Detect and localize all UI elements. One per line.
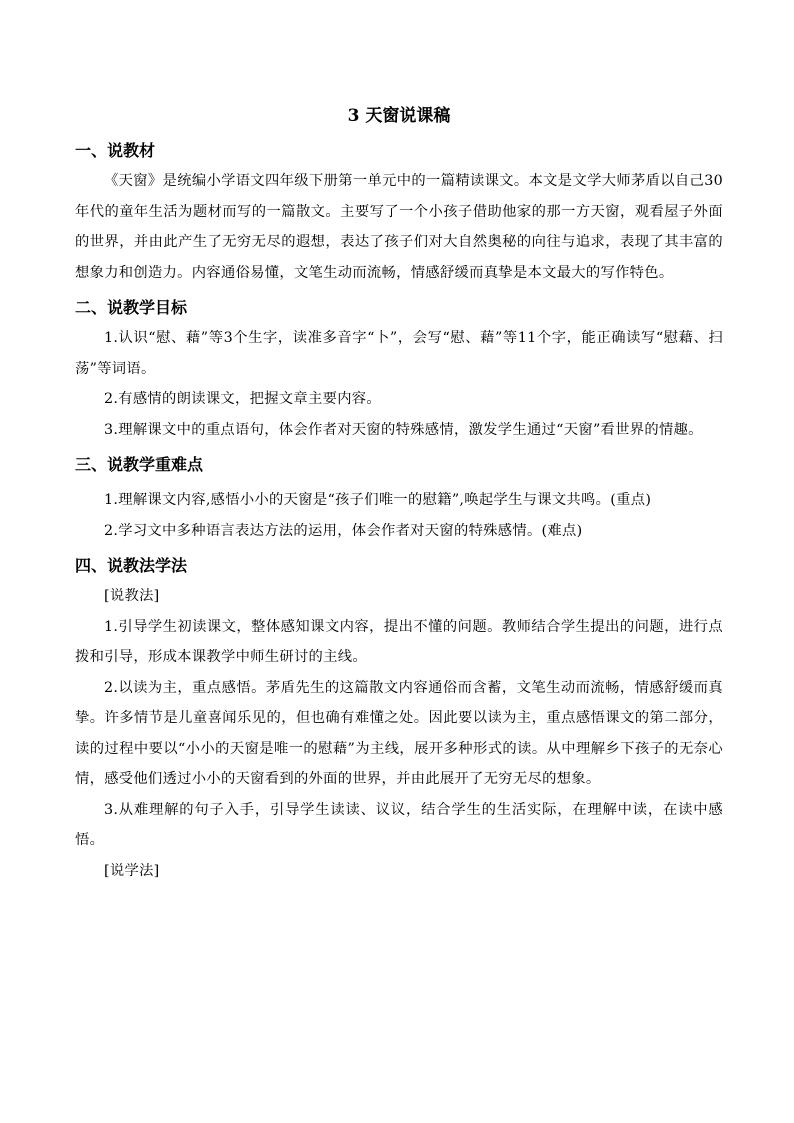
paragraph: 3.从难理解的句子入手，引导学生读读、议议，结合学生的生活实际，在理解中读，在读中感悟。 [75,801,723,848]
paragraph: 1.理解课文内容,感悟小小的天窗是“孩子们唯一的慰籍”,唤起学生与课文共鸣。(重点) [104,492,652,508]
document-page [75,100,723,886]
section-heading-key-points: 三、说教学重难点 [75,455,204,474]
paragraph: [说学法] [104,862,160,879]
paragraph: 3.理解课文中的重点语句，体会作者对天窗的特殊感情，激发学生通过“天窗”看世界的情趣。 [104,421,703,438]
section-heading-textbook: 一、说教材 [75,141,156,160]
paragraph: 2.以读为主，重点感悟。茅盾先生的这篇散文内容通俗而含蓄，文笔生动而流畅，情感舒缓而真挚。许多情节是儿童喜闻乐见的，但也确有难懂之处。因此要以读为主，重点感悟课文的第二部分，读的过程中要以“小小的天窗是唯一的慰藉”为主线，展开多种形式的读。从中理解乡下孩子的无奈心情，感受他们透过小小的天窗看到的外面的世界，并由此展开了无穷无尽的想象。 [75,679,723,787]
section-heading-methods: 四、说教法学法 [75,556,188,575]
paragraph: 2.学习文中多种语言表达方法的运用，体会作者对天窗的特殊感情。(难点) [104,522,583,539]
paragraph: 2.有感情的朗读课文，把握文章主要内容。 [104,391,381,407]
paragraph: 1.引导学生初读课文，整体感知课文内容，提出不懂的问题。教师结合学生提出的问题，进行点拨和引导，形成本课教学中师生研讨的主线。 [75,618,723,665]
paragraph: 《天窗》是统编小学语文四年级下册第一单元中的一篇精读课文。本文是文学大师茅盾以自己30年代的童年生活为题材而写的一篇散文。主要写了一个小孩子借助他家的那一方天窗，观看屋子外面的世界，并由此产生了无穷无尽的遐想，表达了孩子们对大自然奥秘的向往与追求，表现了其丰富的想象力和创造力。内容通俗易懂，文笔生动而流畅，情感舒缓而真挚是本文最大的写作特色。 [75,173,723,281]
page-title: 3 天窗说课稿 [347,106,451,126]
section-heading-objectives: 二、说教学目标 [75,298,188,317]
paragraph: 1.认识“慰、藉”等3个生字，读准多音字“卜”，会写“慰、藉”等11个字，能正确读写“慰藉、扫荡”等词语。 [75,330,723,377]
paragraph: [说教法] [104,588,160,604]
